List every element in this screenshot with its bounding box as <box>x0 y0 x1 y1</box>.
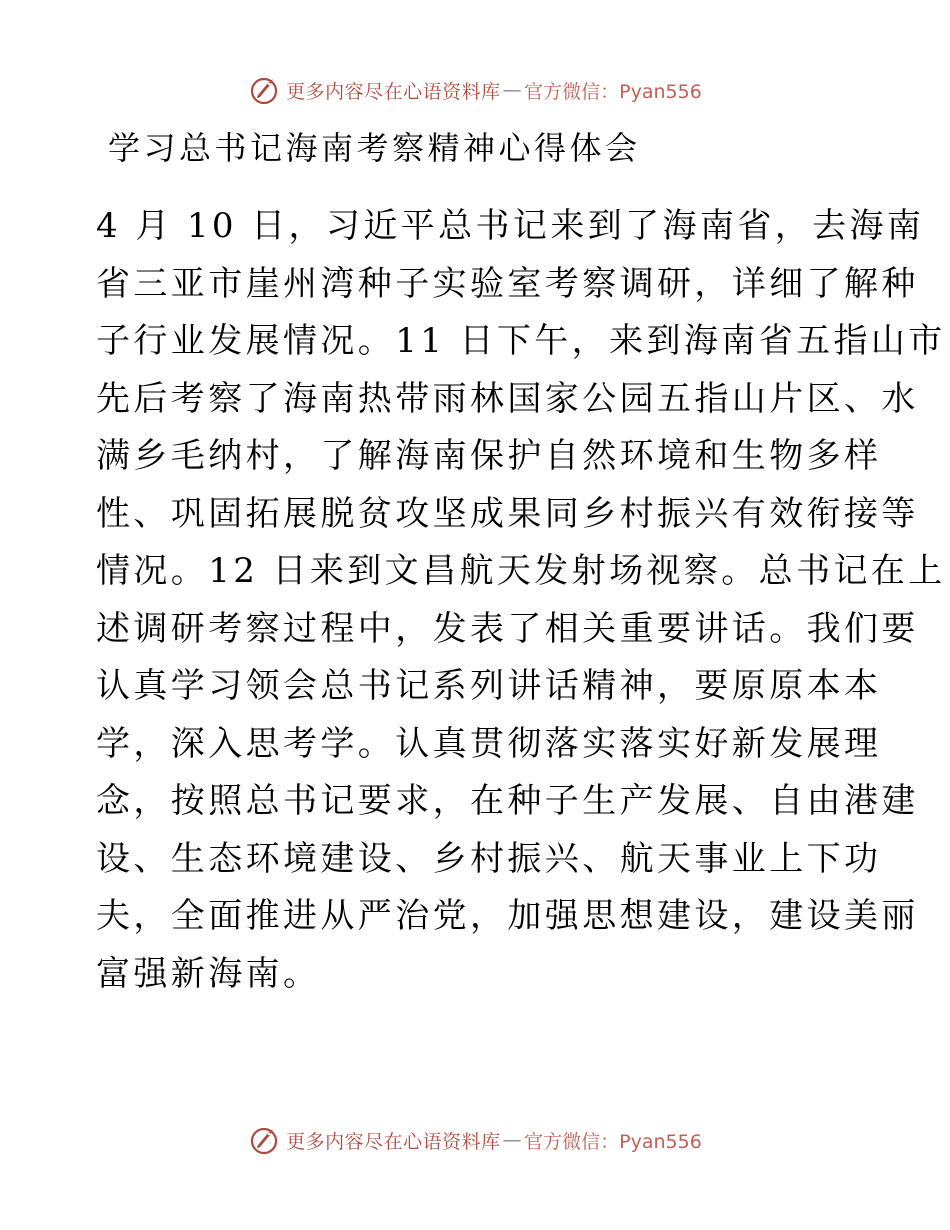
body-line-9: 认真学习领会总书记系列讲话精神，要原原本本 <box>96 666 882 706</box>
pen-nib-logo-icon <box>248 1123 282 1157</box>
header-banner-text: 更多内容尽在心语资料库 <box>286 80 501 103</box>
body-line-13: 夫，全面推进从严治党，加强思想建设，建设美丽 <box>96 896 919 936</box>
body-line-4: 先后考察了海南热带雨林国家公园五指山片区、水 <box>96 378 919 419</box>
body-line-1: 4 月 10 日，习近平总书记来到了海南省，去海南 <box>96 206 925 246</box>
body-line-3: 子行业发展情况。11 日下午，来到海南省五指山市 <box>96 321 946 361</box>
pen-nib-logo-icon <box>248 73 282 107</box>
footer-watermark-banner <box>0 1120 950 1160</box>
footer-banner-separator: — <box>502 1129 523 1151</box>
body-line-14: 富强新海南。 <box>96 953 321 994</box>
footer-banner-contact: 官方微信：Pyan556 <box>524 1130 702 1153</box>
header-banner-separator: — <box>502 79 523 101</box>
body-line-2: 省三亚市崖州湾种子实验室考察调研，详细了解种 <box>96 263 919 304</box>
body-line-10: 学，深入思考学。认真贯彻落实落实好新发展理 <box>96 723 882 764</box>
header-watermark-banner <box>0 70 950 110</box>
body-line-12: 设、生态环境建设、乡村振兴、航天事业上下功 <box>96 838 882 879</box>
footer-banner-text: 更多内容尽在心语资料库 <box>286 1130 501 1153</box>
document-title: 学习总书记海南考察精神心得体会 <box>108 129 641 167</box>
body-line-7: 情况。12 日来到文昌航天发射场视察。总书记在上 <box>96 551 946 591</box>
body-line-5: 满乡毛纳村，了解海南保护自然环境和生物多样 <box>96 436 882 476</box>
header-banner-contact: 官方微信：Pyan556 <box>524 80 702 103</box>
body-line-6: 性、巩固拓展脱贫攻坚成果同乡村振兴有效衔接等 <box>96 493 919 534</box>
document-body <box>96 198 946 1003</box>
body-line-8: 述调研考察过程中，发表了相关重要讲话。我们要 <box>96 608 919 649</box>
body-line-11: 念，按照总书记要求，在种子生产发展、自由港建 <box>96 781 919 821</box>
